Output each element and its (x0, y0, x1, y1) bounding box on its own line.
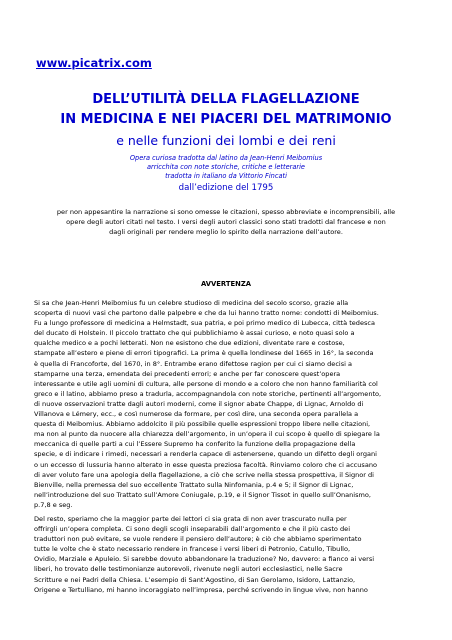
paragraph-line: di nuove osservazioni tratte dagli autori moderni, come il signor abate Chappe, di Lignac, Arnoldo di (34, 399, 364, 408)
paragraph-line: ma non al punto da nuocere alla chiarezza dell’argomento, in un’opera il cui scopo è quello di spiegare la (34, 430, 380, 439)
paragraph-line: interessante e utile agli uomini di cultura, alle persone di mondo e a coloro che non hanno familiarità col (34, 379, 378, 388)
intro-line: dagli originali per rendere meglio lo spirito della narrazione dell’autore. (109, 228, 343, 237)
subtitle-line-2: arricchita con note storiche, critiche e letterarie (147, 163, 305, 171)
paragraph-line: meccanica di quelle parti a cui l’Essere Supremo ha conferito la funzione della propagazione della (34, 440, 356, 449)
paragraph-line: questa di Meibomius. Abbiamo addolcito il più possibile quelle espressioni troppo libere nelle citazioni, (34, 420, 371, 429)
paragraph-line: Ovidio, Marziale e Apuleio. Si sarebbe dovuto abbandonare la traduzione? No, davvero: a fianco ai versi (34, 555, 375, 564)
paragraph-2 (34, 514, 418, 595)
paragraph-line: liberi, ho trovato delle testimonianze autorevoli, rivenute negli autori ecclesiastici, nelle Sacre (34, 565, 343, 574)
paragraph-line: offrirgli un’opera completa. Ci sono degli scogli inseparabili dall’argomento e che il più casto dei (34, 525, 351, 534)
paragraph-line: del ducato di Holstein. Il piccolo trattato che qui pubblichiamo è assai curioso, e noto quasi solo a (34, 329, 355, 338)
subtitle-line-1: Opera curiosa tradotta dal latino da Jean-Henri Meibomius (129, 154, 323, 162)
paragraph-line: qualche medico e a pochi letterati. Non ne esistono che due edizioni, diventate rare e costose, (34, 339, 345, 348)
paragraph-line: Del resto, speriamo che la maggior parte dei lettori ci sia grata di non aver trascurato nulla per (34, 515, 347, 523)
paragraph-line: nell’introduzione del suo Trattato sull’Amore Coniugale, p.19, e il Signor Tissot in quello sull’Onanismo, (34, 490, 371, 499)
intro-line: opere degli autori citati nel testo. I versi degli autori classici sono stati tradotti dal francese e non (66, 218, 386, 227)
title-line-2: IN MEDICINA E NEI PIACERI DEL MATRIMONIO (60, 112, 392, 127)
edition-line: dall’edizione del 1795 (178, 183, 274, 193)
paragraph-line: tutte le volte che è stato necessario rendere in francese i versi liberi di Petronio, Catullo, Tibullo, (34, 545, 351, 554)
paragraph-line: scoperta di nuovi vasi che partono dalle palpebre e che da lui hanno tratto nome: condotti di Meibomius. (34, 309, 379, 318)
paragraph-line: Villanova e Lémery, ecc., e così numerose da formare, per così dire, una seconda opera parallela a (34, 410, 359, 419)
paragraph-line: Bienville, nella premessa del suo eccellente Trattato sulla Ninfomania, p.4 e 5; il Signor di Lignac, (34, 480, 354, 489)
paragraph-line: p.7,8 e seg. (34, 500, 73, 509)
paragraph-line: specie, e di indicare i rimedi, necessari a renderla capace di astenersene, quando un difetto degli organi (34, 450, 377, 459)
paragraph-line: o un eccesso di lussuria hanno alterato in esse questa preziosa facoltà. Rinviamo coloro che ci accusano (34, 460, 377, 469)
paragraph-line: Si sa che Jean-Henri Meibomius fu un celebre studioso di medicina del secolo scorso, grazie alla (34, 299, 349, 307)
title-line-1: DELL’UTILITÀ DELLA FLAGELLAZIONE (92, 92, 360, 107)
intro-note (34, 207, 418, 237)
paragraph-line: traduttori non può evitare, se vuole rendere il pensiero dell’autore; è ciò che abbiamo sperimentato (34, 535, 362, 544)
paragraph-line: Fu a lungo professore di medicina a Helmstadt, sua patria, e poi primo medico di Lubecca, città tedesca (34, 319, 376, 328)
site-link[interactable]: www.picatrix.com (36, 56, 152, 70)
paragraph-line: stampate all’estero e piene di errori tipografici. La prima è quella londinese del 1665 in 16°, la seconda (34, 349, 374, 358)
intro-line: per non appesantire la narrazione si sono omesse le citazioni, spesso abbreviate e incomprensibili, alle (56, 208, 396, 216)
paragraph-line: greco e il latino, abbiamo preso a tradurla, accompagnandola con note storiche, pertinenti all’argomento, (34, 389, 382, 398)
paragraph-line: Origene e Tertulliano, mi hanno incoraggiato nell’impresa, perché scrivendo in lingue vive, non hanno (34, 585, 368, 594)
section-heading: AVVERTENZA (200, 280, 252, 288)
title-line-3: e nelle funzioni dei lombi e dei reni (116, 133, 336, 148)
paragraph-line: è quella di Francoforte, del 1670, in 8°. Entrambe erano difettose ragion per cui ci siamo decisi a (34, 359, 353, 368)
paragraph-1 (34, 298, 418, 510)
paragraph-line: stamparne una terza, emendata dei precedenti errori; e anche per far conoscere quest’opera (34, 369, 341, 378)
paragraph-line: Scritture e nei Padri della Chiesa. L’esempio di Sant’Agostino, di San Gerolamo, Isidoro, Lattanzio, (34, 575, 356, 584)
subtitle-line-3: tradotta in italiano da Vittorio Fincati (165, 172, 287, 180)
paragraph-line: di aver voluto fare una apologia della flagellazione, a ciò che scrive nella stessa prospettiva, il Signor di (34, 470, 375, 479)
